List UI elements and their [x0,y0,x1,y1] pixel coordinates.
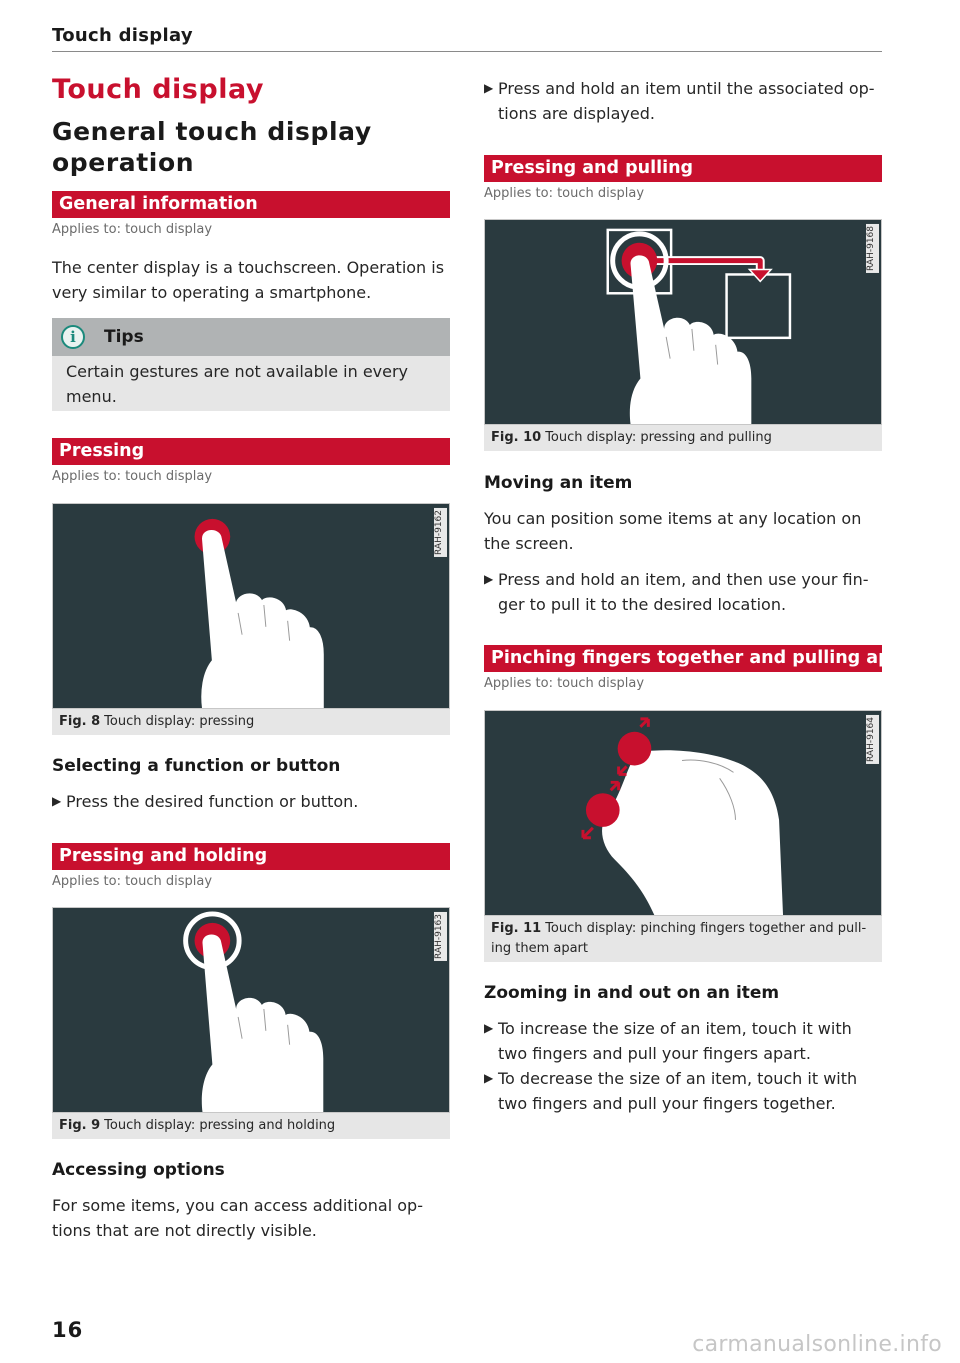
pressing-hand-illustration [53,504,449,708]
zooming-bullet-1: ▶ To increase the size of an item, touch it with two fingers and pull your fingers apart. [484,1016,882,1066]
pinching-applies: Applies to: touch display [484,676,645,691]
figure-pulling [484,219,882,425]
watermark: carmanualsonline.info [692,1332,942,1357]
bullet-arrow-icon: ▶ [484,572,494,586]
figure-caption-text: Touch display: pressing and pulling [545,430,772,445]
lower-touch-point-icon [586,793,620,827]
holding-applies: Applies to: touch display [52,874,213,889]
figure-number: Fig. 11 [491,921,542,936]
figure-caption-pinching [484,916,882,962]
figure-id: RAH-9168 [866,224,879,273]
expand-arrow-icon [583,828,593,838]
target-item-box-icon [727,274,790,337]
figure-id: RAH-9164 [866,715,879,764]
pinching-heading: Pinching fingers together and pulling apart [484,645,882,672]
figure-caption-text: Touch display: pinching fingers together and pull- ing them apart [491,921,867,956]
hand-icon [202,530,324,708]
drag-path-icon [641,261,760,272]
section-title-line-2: operation [52,148,195,177]
pressing-heading: Pressing [52,438,450,465]
page-number: 16 [52,1318,84,1342]
figure-caption-pulling [484,425,882,451]
tips-text: Certain gestures are not available in every menu. [52,356,450,411]
selecting-bullet: ▶ Press the desired function or button. [52,789,450,814]
figure-caption-pressing [52,709,450,735]
figure-caption-text: Touch display: pressing [104,714,255,729]
general-information-applies: Applies to: touch display [52,222,213,237]
zooming-heading: Zooming in and out on an item [484,983,780,1003]
general-information-heading: General information [52,191,450,218]
pulling-applies: Applies to: touch display [484,186,645,201]
info-icon: i [61,325,85,349]
contract-arrow-icon [611,782,619,790]
hand-icon [202,934,324,1112]
section-title [52,116,372,178]
running-head: Touch display [52,25,193,46]
moving-heading: Moving an item [484,473,633,493]
figure-caption-text: Touch display: pressing and holding [104,1118,336,1133]
hand-icon [630,255,752,424]
bullet-arrow-icon: ▶ [484,1071,494,1085]
tips-header [52,318,450,356]
holding-hand-illustration [53,908,449,1112]
figure-number: Fig. 10 [491,430,542,445]
figure-holding [52,907,450,1113]
accessing-heading: Accessing options [52,1160,225,1180]
selecting-heading: Selecting a function or button [52,756,341,776]
tips-label: Tips [104,327,144,347]
pressing-applies: Applies to: touch display [52,469,213,484]
general-information-text: The center display is a touchscreen. Operation is very similar to operating a smartphone. [52,258,445,302]
chapter-title: Touch display [52,74,264,105]
pinching-hand-illustration [485,711,881,915]
figure-number: Fig. 8 [59,714,101,729]
accessing-bullet: ▶ Press and hold an item until the associated op- tions are displayed. [484,76,882,126]
figure-caption-holding [52,1113,450,1139]
expand-arrow-icon [640,719,648,727]
bullet-arrow-icon: ▶ [52,794,62,808]
figure-number: Fig. 9 [59,1118,101,1133]
upper-touch-point-icon [618,732,652,766]
figure-id: RAH-9162 [434,508,447,557]
figure-pressing [52,503,450,709]
holding-heading: Pressing and holding [52,843,450,870]
moving-bullet: ▶ Press and hold an item, and then use your fin- ger to pull it to the desired location. [484,567,882,617]
zooming-bullet-2: ▶ To decrease the size of an item, touch it with two fingers and pull your fingers together. [484,1066,882,1116]
section-title-line-1: General touch display [52,117,372,146]
figure-id: RAH-9163 [434,912,447,961]
bullet-arrow-icon: ▶ [484,81,494,95]
hand-icon [602,750,783,915]
bullet-arrow-icon: ▶ [484,1021,494,1035]
figure-pinching [484,710,882,916]
moving-text: You can position some items at any location on the screen. [484,509,862,553]
contract-arrow-icon [619,766,627,774]
pulling-heading: Pressing and pulling [484,155,882,182]
header-rule [52,51,882,52]
accessing-text: For some items, you can access additional op- tions that are not directly visible. [52,1196,423,1240]
pulling-hand-illustration [485,220,881,424]
